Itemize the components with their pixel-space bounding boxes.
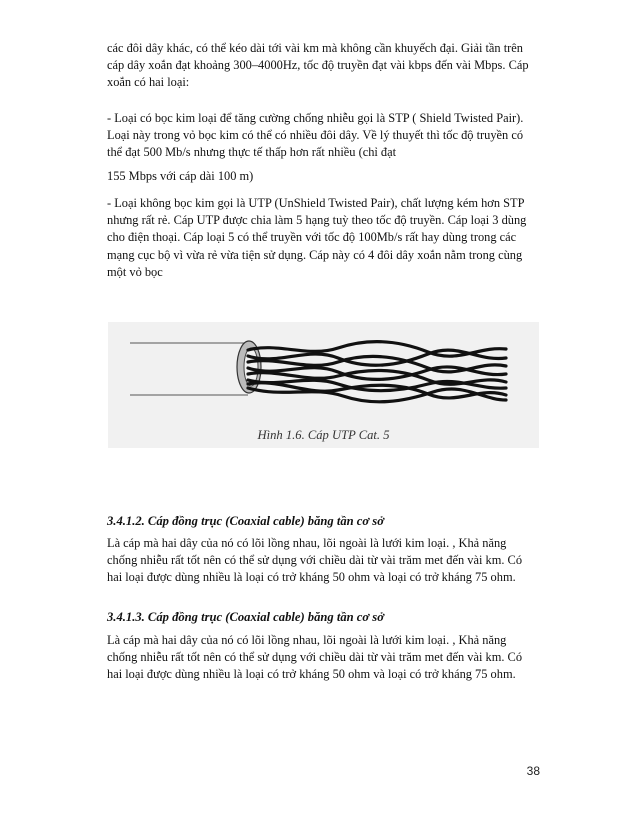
stp-paragraph: - Loại có bọc kim loại để tăng cường chống nhiễu gọi là STP ( Shield Twisted Pair). Loại này trong vỏ bọc kim có thể có nhiều đôi dây. Về lý thuyết thì tốc độ truyền có thể đạt 500 Mb/s nhưng thực tế thấp hơn rất nhiều (chỉ đạt [107,111,524,160]
utp-paragraph: - Loại không bọc kim gọi là UTP (UnShield Twisted Pair), chất lượng kém hơn STP nhưng rất rẻ. Cáp UTP được chia làm 5 hạng tuỳ theo tốc độ truyền. Cáp loại 3 dùng cho điện thoại. Cáp loại 5 có thể truyền với tốc độ 100Mb/s rất hay dùng trong các mạng cục bộ vì vừa rẻ vừa tiện sử dụng. Cáp này có 4 đôi dây xoắn nằm trong cùng một vỏ bọc [107,196,527,279]
stp-speed-line: 155 Mbps với cáp dài 100 m) [107,169,254,183]
utp-cable-figure [108,322,539,448]
figure-caption: Hình 1.6. Cáp UTP Cat. 5 [257,428,390,442]
intro-paragraph: các đôi dây khác, có thể kéo dài tới vài km mà không cần khuyếch đại. Giải tần trên cáp dây xoắn đạt khoảng 300–4000Hz, tốc độ truyền đạt vài kbps đến vài Mbps. Cáp xoắn có hai loại: [107,41,529,90]
section-body-3-4-1-2: Là cáp mà hai dây của nó có lõi lồng nhau, lõi ngoài là lưới kim loại. , Khả năng chống nhiễu rất tốt nên có thể sử dụng với chiều dài từ vài trăm met đến vài km. Có hai loại được dùng nhiều là loại có trở kháng 50 ohm và loại có trở kháng 75 ohm. [107,536,523,585]
section-body-3-4-1-3: Là cáp mà hai dây của nó có lõi lồng nhau, lõi ngoài là lưới kim loại. , Khả năng chống nhiễu rất tốt nên có thể sử dụng với chiều dài từ vài trăm met đến vài km. Có hai loại được dùng nhiều là loại có trở kháng 50 ohm và loại có trở kháng 75 ohm. [107,633,523,682]
page-number: 38 [526,764,540,778]
section-heading-3-4-1-2: 3.4.1.2. Cáp đồng trục (Coaxial cable) băng tần cơ sở [107,514,384,528]
section-heading-3-4-1-3: 3.4.1.3. Cáp đồng trục (Coaxial cable) băng tần cơ sở [107,610,384,624]
wire-4 [248,367,506,379]
twisted-wires [248,342,506,402]
